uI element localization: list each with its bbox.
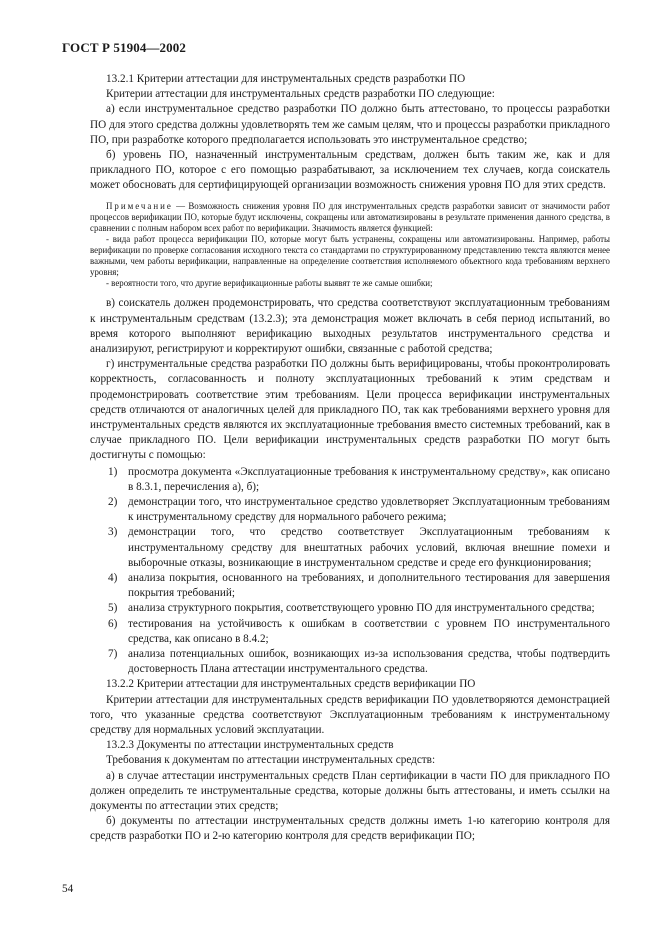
verification-methods-list <box>108 465 610 678</box>
list-item-number: 7) <box>108 648 118 661</box>
list-item <box>108 495 610 525</box>
list-item-number: 5) <box>108 602 118 615</box>
list-item-text: просмотра документа «Эксплуатационные требования к инструментальному средству», как описано в 8.3.1, перечисления а), б); <box>128 465 610 493</box>
list-item <box>108 647 610 677</box>
section-13-2-3-heading: 13.2.3 Документы по аттестации инструментальных средств <box>106 739 394 752</box>
list-item <box>108 617 610 647</box>
list-item-text: анализа покрытия, основанного на требованиях, и дополнительного тестирования для завершения покрытия требований; <box>128 572 610 600</box>
list-item <box>108 465 610 495</box>
note-block <box>90 201 610 290</box>
note-item-2: - вероятности того, что другие верификационные работы выявят те же самые ошибки; <box>106 278 433 289</box>
criterion-b: б) уровень ПО, назначенный инструментальным средствам, должен быть таким же, как и для прикладного ПО, которое с его помощью разрабатывают, за исключением тех случаев, когда соискатель может обосновать для сертифицирующей организации возможность снижения уровня ПО для этих средств. <box>90 149 610 192</box>
list-item-number: 6) <box>108 617 118 630</box>
document-header: ГОСТ Р 51904—2002 <box>62 40 186 55</box>
section-13-2-1-intro: Критерии аттестации для инструментальных средств разработки ПО следующие: <box>106 88 495 101</box>
note-item-1: - вида работ процесса верификации ПО, которые могут быть устранены, сокращены или автоматизированы. Например, работы верификации по проверке согласования исходного текста со стандартами по структурированному представлению текста являются менее важными, чем работы верификации, направленные на определение соответствия исполняемого объектного кода требованиям верхнего уровня; <box>90 233 610 278</box>
section-13-2-3-intro: Требования к документам по аттестации инструментальных средств: <box>106 754 436 767</box>
list-item-text: тестирования на устойчивость к ошибкам в соответствии с уровнем ПО инструментального средства, как описано в 8.4.2; <box>128 617 610 645</box>
list-item-text: анализа структурного покрытия, соответствующего уровню ПО для инструментального средства; <box>128 602 595 615</box>
list-item <box>108 571 610 601</box>
list-item-text: анализа потенциальных ошибок, возникающих из-за использования средства, чтобы подтвердить достоверность Плана аттестации инструментального средства. <box>128 648 610 676</box>
list-item <box>108 601 610 616</box>
list-item-number: 3) <box>108 526 118 539</box>
section-13-2-1-heading: 13.2.1 Критерии аттестации для инструментальных средств разработки ПО <box>106 73 466 85</box>
list-item-number: 1) <box>108 465 118 478</box>
list-item <box>108 525 610 571</box>
page-number: 54 <box>62 883 74 895</box>
section-13-2-2-heading: 13.2.2 Критерии аттестации для инструментальных средств верификации ПО <box>106 678 476 691</box>
list-item-text: демонстрации того, что инструментальное средство удовлетворяет Эксплуатационным требованиям к инструментальному средству для нормального рабочего режима; <box>128 496 610 524</box>
note-text: — Возможность снижения уровня ПО для инструментальных средств разработки зависит от значимости работ процессов верификации ПО, которые будут исключены, сокращены или автоматизированы в результате применения данного средства, в сравнении с полным набором всех работ по верификации. Значимость является функцией: <box>90 200 610 233</box>
note-label: Примечание <box>106 200 173 211</box>
list-item-number: 4) <box>108 572 118 585</box>
criterion-v: в) соискатель должен продемонстрировать, что средства соответствуют эксплуатационным требованиям к инструментальным средствам (13.2.3); эта демонстрация может включать в себя период испытаний, во время которого выполняют верификацию выходных результатов инструментального средства и анализируют, регистрируют и корректируют ошибки, связанные с работой средства; <box>90 297 610 355</box>
page-body <box>90 72 610 845</box>
list-item-number: 2) <box>108 496 118 509</box>
documents-requirement-a: а) в случае аттестации инструментальных средств План сертификации в части ПО для прикладного ПО должен определить те инструментальные средства, которые должны быть аттестованы, и иметь ссылки на документы по аттестации этих средств; <box>90 769 610 813</box>
list-item-text: демонстрации того, что средство соответствует Эксплуатационным требованиям к инструментальному средству для внештатных рабочих условий, включая внешние помехи и выборочные отказы, возникающие в инструментальном средстве и среде его функционирования; <box>128 526 610 569</box>
documents-requirement-b: б) документы по аттестации инструментальных средств должны иметь 1-ю категорию контроля для средств разработки ПО и 2-ю категорию контроля для средств верификации ПО; <box>90 815 610 843</box>
criterion-g: г) инструментальные средства разработки ПО должны быть верифицированы, чтобы проконтролировать корректность, согласованность и полноту эксплуатационных требований к этим средствам и продемонстрировать соответствие этим требованиям. Цели процесса верификации инструментальных средств отличаются от аналогичных целей для прикладного ПО, так как требованиями верхнего уровня для инструментальных средств являются их эксплуатационные требования вместо системных требований, как в случае прикладного ПО. Цели верификации инструментальных средств разработки ПО могут быть достигнуты с помощью: <box>90 358 610 462</box>
section-13-2-2-text: Критерии аттестации для инструментальных средств верификации ПО удовлетворяются демонстрацией того, что указанные средства соответствуют Эксплуатационным требованиям к инструментальному средству для нормальных условий эксплуатации. <box>90 693 610 737</box>
criterion-a: а) если инструментальное средство разработки ПО должно быть аттестовано, то процессы разработки ПО для этого средства должны удовлетворять тем же самым целям, что и процессы разработки прикладного ПО, при разработке которого предполагается использовать это инструментальное средство; <box>90 103 610 146</box>
